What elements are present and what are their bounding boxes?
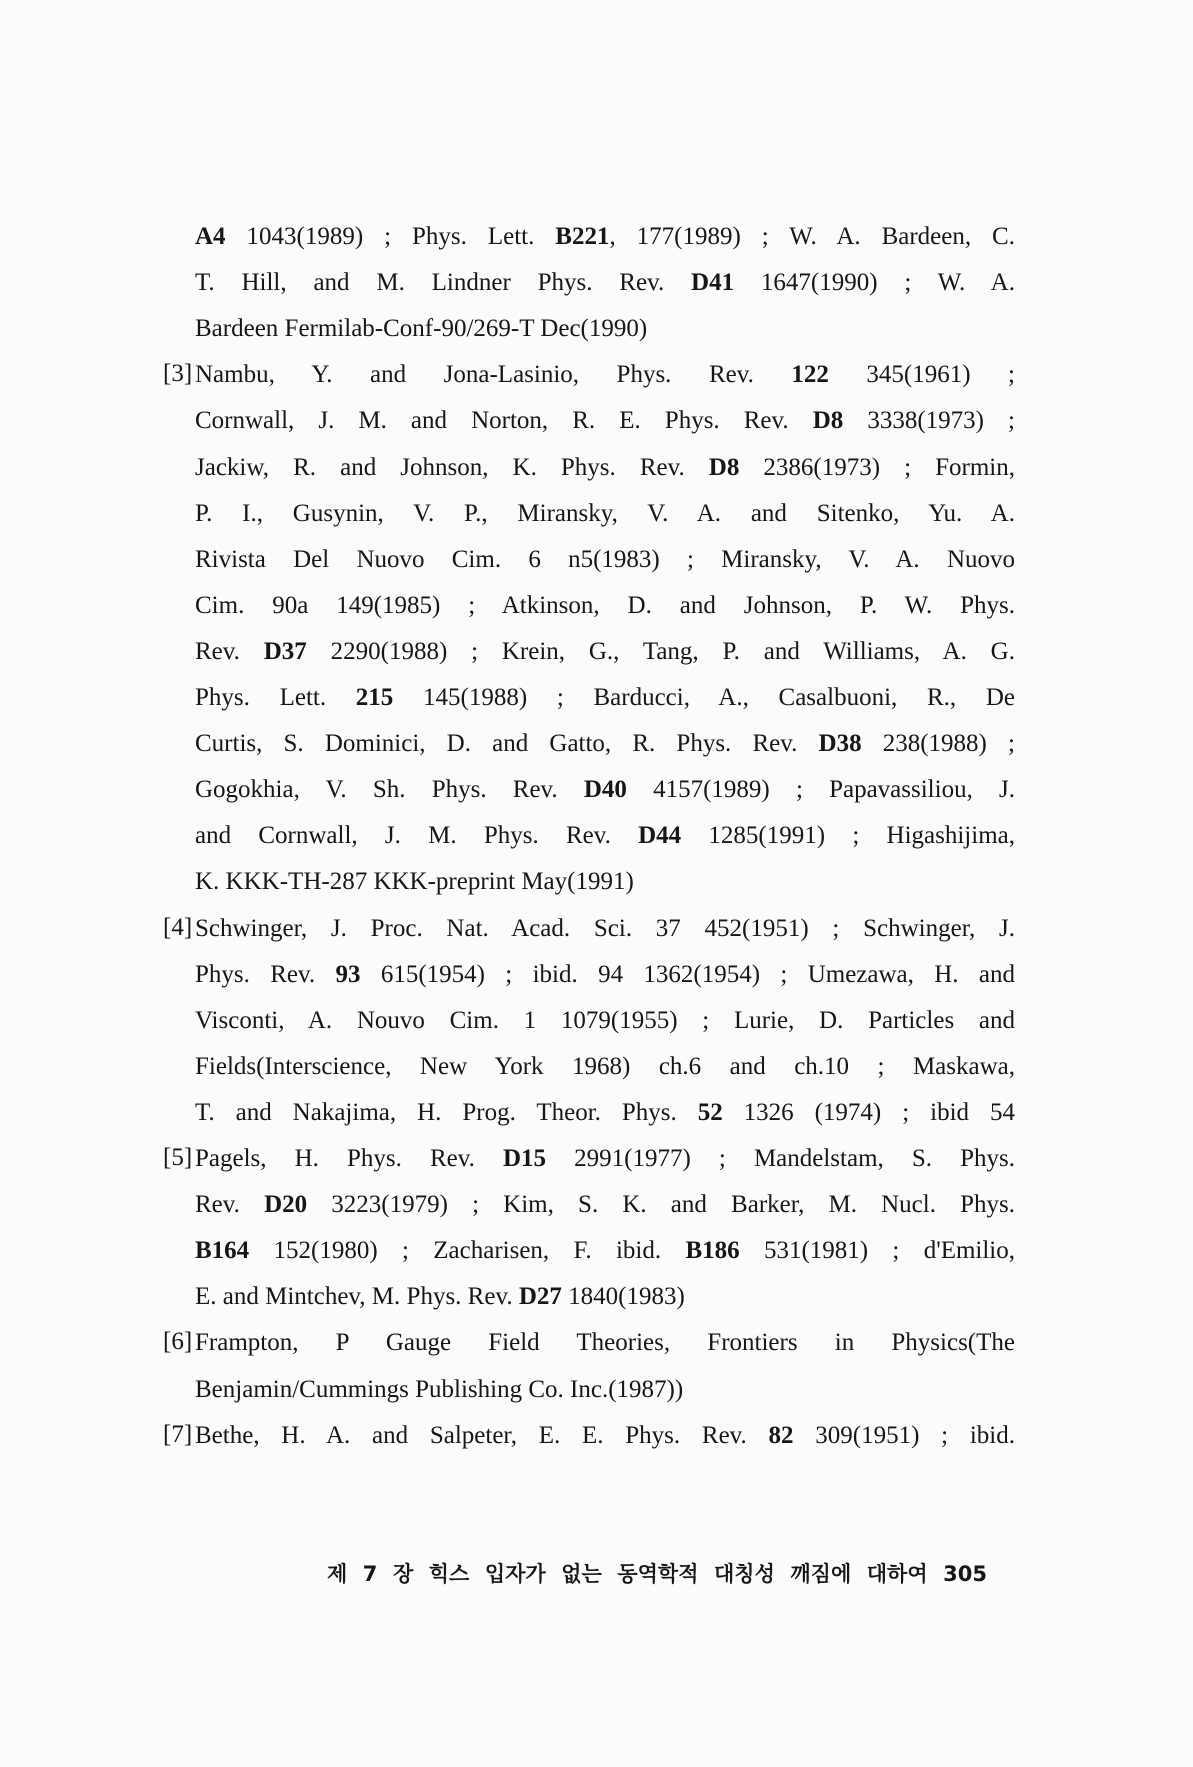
- citation-text: 1043(1989) ; Phys. Lett.: [225, 223, 556, 250]
- volume-number: 215: [355, 684, 394, 711]
- citation-text: Rivista Del Nuovo Cim. 6 n5(1983) ; Miransky, V. A. Nuovo: [195, 545, 1015, 573]
- volume-number: D8: [812, 407, 844, 435]
- volume-number: 82: [768, 1421, 794, 1449]
- citation-text: Cornwall, J. M. and Norton, R. E. Phys. Rev.: [195, 407, 813, 435]
- reference-line: [195, 1375, 1015, 1405]
- reference-line: [195, 683, 1015, 713]
- citation-text: Cim. 90a 149(1985) ; Atkinson, D. and Johnson, P. W. Phys.: [195, 591, 1015, 619]
- volume-number: D37: [263, 637, 307, 665]
- citation-text: Rev.: [195, 1191, 265, 1219]
- citation-text: 1326 (1974) ; ibid 54: [722, 1098, 1015, 1126]
- citation-text: 3223(1979) ; Kim, S. K. and Barker, M. Nucl. Phys.: [307, 1191, 1015, 1219]
- reference-line: [195, 314, 1015, 344]
- reference-line: [195, 499, 1015, 529]
- reference-line: [195, 545, 1015, 575]
- volume-number: D27: [518, 1283, 562, 1311]
- footer-chapter: 제 7 장: [327, 1562, 414, 1586]
- citation-text: P. I., Gusynin, V. P., Miransky, V. A. and Sitenko, Yu. A.: [195, 499, 1015, 527]
- citation-text: 3338(1973) ;: [843, 407, 1015, 435]
- volume-number: D20: [264, 1191, 308, 1219]
- reference-line: [195, 1144, 1015, 1174]
- citation-text: 309(1951) ; ibid.: [793, 1421, 1015, 1449]
- citation-text: 4157(1989) ; Papavassiliou, J.: [626, 776, 1015, 804]
- citation-text: 531(1981) ; d'Emilio,: [739, 1237, 1016, 1265]
- citation-text: Fields(Interscience, New York 1968) ch.6 and ch.10 ; Maskawa,: [195, 1052, 1015, 1080]
- volume-number: B221: [555, 223, 610, 250]
- citation-text: 2386(1973) ; Formin,: [739, 453, 1015, 481]
- citation-text: Benjamin/Cummings Publishing Co. Inc.(1987)): [195, 1375, 684, 1403]
- reference-line: [195, 729, 1015, 759]
- citation-text: Schwinger, J. Proc. Nat. Acad. Sci. 37 452(1951) ; Schwinger, J.: [195, 914, 1015, 942]
- citation-text: 1647(1990) ; W. A.: [734, 269, 1015, 297]
- citation-text: , 177(1989) ; W. A. Bardeen, C.: [609, 223, 1015, 250]
- citation-text: 345(1961) ;: [828, 361, 1015, 389]
- volume-number: 93: [335, 960, 361, 988]
- reference-line: [195, 1328, 1015, 1358]
- reference-line: [195, 1236, 1015, 1266]
- reference-line: [195, 1006, 1015, 1036]
- reference-line: [195, 637, 1015, 667]
- citation-text: Phys. Rev.: [195, 960, 336, 988]
- reference-line: [195, 591, 1015, 621]
- reference-line: [195, 1190, 1015, 1220]
- page-footer: [327, 1558, 987, 1588]
- citation-text: E. and Mintchev, M. Phys. Rev.: [195, 1283, 519, 1311]
- citation-text: 1285(1991) ; Higashijima,: [681, 822, 1015, 850]
- reference-number: [3]: [163, 360, 193, 388]
- citation-text: Rev.: [195, 637, 264, 665]
- volume-number: A4: [195, 223, 226, 250]
- citation-text: Frampton, P Gauge Field Theories, Frontiers in Physics(The: [195, 1329, 1015, 1357]
- citation-text: 2290(1988) ; Krein, G., Tang, P. and Williams, A. G.: [306, 637, 1015, 665]
- reference-line: [195, 960, 1015, 990]
- citation-text: Jackiw, R. and Johnson, K. Phys. Rev.: [195, 453, 709, 481]
- reference-line: [195, 1052, 1015, 1082]
- reference-line: [195, 1421, 1015, 1451]
- reference-line: [195, 360, 1015, 390]
- citation-text: 152(1980) ; Zacharisen, F. ibid.: [249, 1237, 686, 1265]
- citation-text: 615(1954) ; ibid. 94 1362(1954) ; Umezawa, H. and: [360, 960, 1015, 988]
- reference-line: [195, 222, 1015, 252]
- citation-text: Pagels, H. Phys. Rev.: [195, 1145, 503, 1172]
- volume-number: D41: [691, 269, 735, 297]
- reference-line: [195, 821, 1015, 851]
- citation-text: 2991(1977) ; Mandelstam, S. Phys.: [546, 1145, 1016, 1172]
- volume-number: 52: [697, 1098, 723, 1126]
- citation-text: K. KKK-TH-287 KKK-preprint May(1991): [195, 868, 634, 896]
- reference-line: [195, 268, 1015, 298]
- volume-number: B186: [685, 1237, 740, 1265]
- reference-line: [195, 867, 1015, 897]
- citation-text: Bethe, H. A. and Salpeter, E. E. Phys. Rev.: [195, 1421, 769, 1449]
- citation-text: T. and Nakajima, H. Prog. Theor. Phys.: [195, 1098, 698, 1126]
- reference-number: [5]: [163, 1144, 193, 1171]
- reference-line: [195, 453, 1015, 483]
- reference-line: [195, 1098, 1015, 1128]
- volume-number: D40: [583, 776, 627, 804]
- reference-line: [195, 406, 1015, 436]
- reference-line: [195, 775, 1015, 805]
- citation-text: Phys. Lett.: [195, 684, 356, 711]
- footer-title: 힉스 입자가 없는 동역학적 대칭성 깨짐에 대하여: [428, 1562, 928, 1586]
- citation-text: 145(1988) ; Barducci, A., Casalbuoni, R., De: [393, 684, 1015, 711]
- citation-text: Curtis, S. Dominici, D. and Gatto, R. Phys. Rev.: [195, 730, 819, 758]
- reference-number: [7]: [163, 1420, 193, 1448]
- volume-number: D44: [638, 822, 682, 850]
- volume-number: B164: [195, 1237, 250, 1265]
- citation-text: Gogokhia, V. Sh. Phys. Rev.: [195, 776, 584, 804]
- citation-text: 1840(1983): [561, 1283, 685, 1311]
- reference-line: [195, 914, 1015, 944]
- citation-text: Visconti, A. Nouvo Cim. 1 1079(1955) ; Lurie, D. Particles and: [195, 1006, 1015, 1034]
- volume-number: 122: [791, 361, 829, 389]
- volume-number: D15: [503, 1145, 547, 1172]
- volume-number: D8: [708, 453, 740, 481]
- citation-text: Bardeen Fermilab-Conf-90/269-T Dec(1990): [195, 315, 648, 343]
- page-number: 305: [943, 1562, 988, 1586]
- reference-number: [4]: [163, 913, 193, 941]
- citation-text: Nambu, Y. and Jona-Lasinio, Phys. Rev.: [195, 361, 792, 389]
- reference-number: [6]: [163, 1328, 193, 1356]
- volume-number: D38: [818, 730, 862, 758]
- citation-text: and Cornwall, J. M. Phys. Rev.: [195, 822, 639, 850]
- citation-text: T. Hill, and M. Lindner Phys. Rev.: [195, 269, 692, 297]
- citation-text: 238(1988) ;: [861, 730, 1015, 758]
- reference-line: [195, 1282, 1015, 1312]
